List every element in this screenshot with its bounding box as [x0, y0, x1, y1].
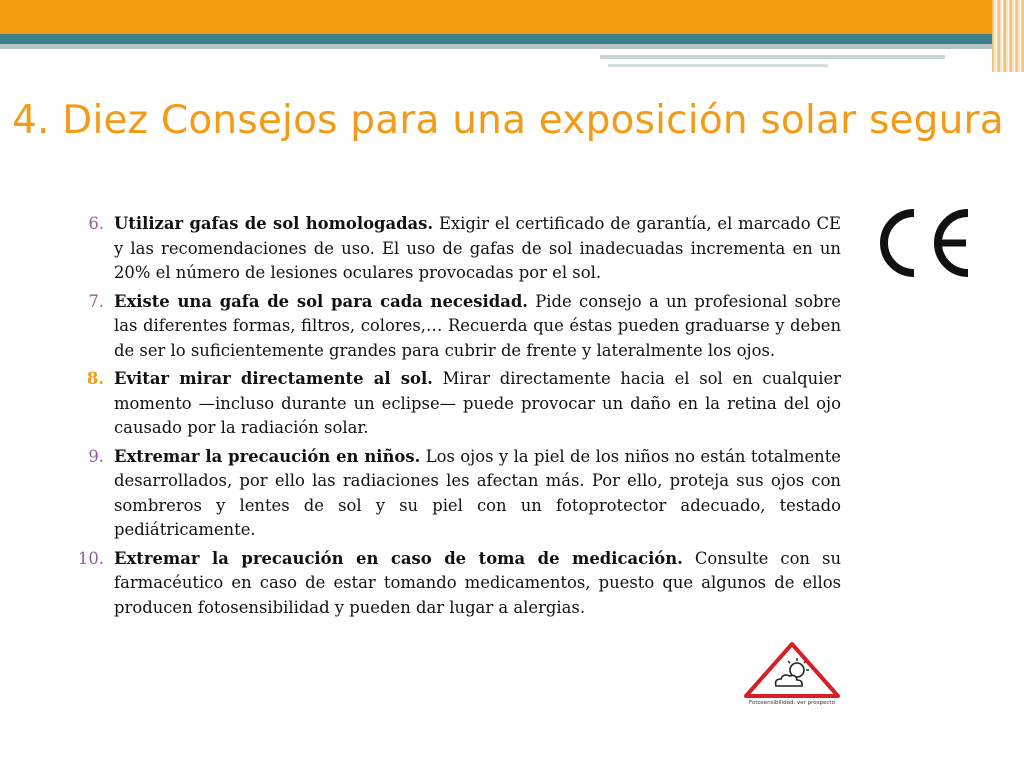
- photosensitivity-warning: [740, 636, 844, 714]
- warning-caption: Fotosensibilidad: ver prospecto: [749, 700, 835, 706]
- item-lead: Existe una gafa de sol para cada necesidad.: [114, 291, 529, 311]
- photosensitivity-warning-icon: [740, 636, 844, 700]
- tips-list: [70, 212, 841, 624]
- item-lead: Extremar la precaución en niños.: [114, 446, 421, 466]
- item-body: Exigir el certificado de garantía, el marcado CE y las recomendaciones de uso. El uso de gafas de sol inadecuadas incrementa en un 20% el número de lesiones oculares provocadas por el sol.: [114, 214, 841, 282]
- header-gray-band: [0, 44, 1000, 49]
- list-item: [70, 445, 841, 543]
- header-accent-line: [600, 55, 945, 59]
- item-body: Los ojos y la piel de los niños no están totalmente desarrollados, por ello las radiaciones les afectan más. Por ello, proteja sus ojos con sombreros y lentes de sol y su piel con un fotoprotector adecuado, testado pediátricamente.: [114, 446, 842, 539]
- item-body: Pide consejo a un profesional sobre las diferentes formas, filtros, colores,… Recuerda que éstas pueden graduarse y deben de ser lo suficientemente grandes para cubrir de frente y lateralmente los ojos.: [114, 291, 841, 360]
- item-number: 6.: [88, 214, 104, 233]
- header-teal-band: [0, 34, 1000, 44]
- item-lead: Extremar la precaución en caso de toma de medicación.: [114, 548, 683, 568]
- header-accent-line-short: [608, 64, 828, 67]
- item-number: 8.: [86, 369, 104, 388]
- list-item: [70, 290, 841, 364]
- list-item: [70, 212, 841, 286]
- item-number: 10.: [77, 548, 104, 568]
- item-number: 7.: [88, 291, 104, 311]
- header-orange-band: [0, 0, 992, 34]
- slide-title: 4. Diez Consejos para una exposición solar segura: [12, 98, 1004, 143]
- header-stripes-decoration: [992, 0, 1024, 72]
- item-body: Mirar directamente hacia el sol en cualquier momento —incluso durante un eclipse— puede provocar un daño en la retina del ojo causado por la radiación solar.: [114, 369, 841, 437]
- item-lead: Utilizar gafas de sol homologadas.: [114, 214, 434, 233]
- list-item: [70, 367, 841, 441]
- list-item: [70, 547, 841, 621]
- item-number: 9.: [88, 446, 104, 466]
- item-lead: Evitar mirar directamente al sol.: [114, 369, 433, 388]
- item-body: Consulte con su farmacéutico en caso de estar tomando medicamentos, puesto que algunos de ellos producen fotosensibilidad y pueden dar lugar a alergias.: [114, 548, 841, 617]
- ce-mark-icon: [872, 205, 974, 281]
